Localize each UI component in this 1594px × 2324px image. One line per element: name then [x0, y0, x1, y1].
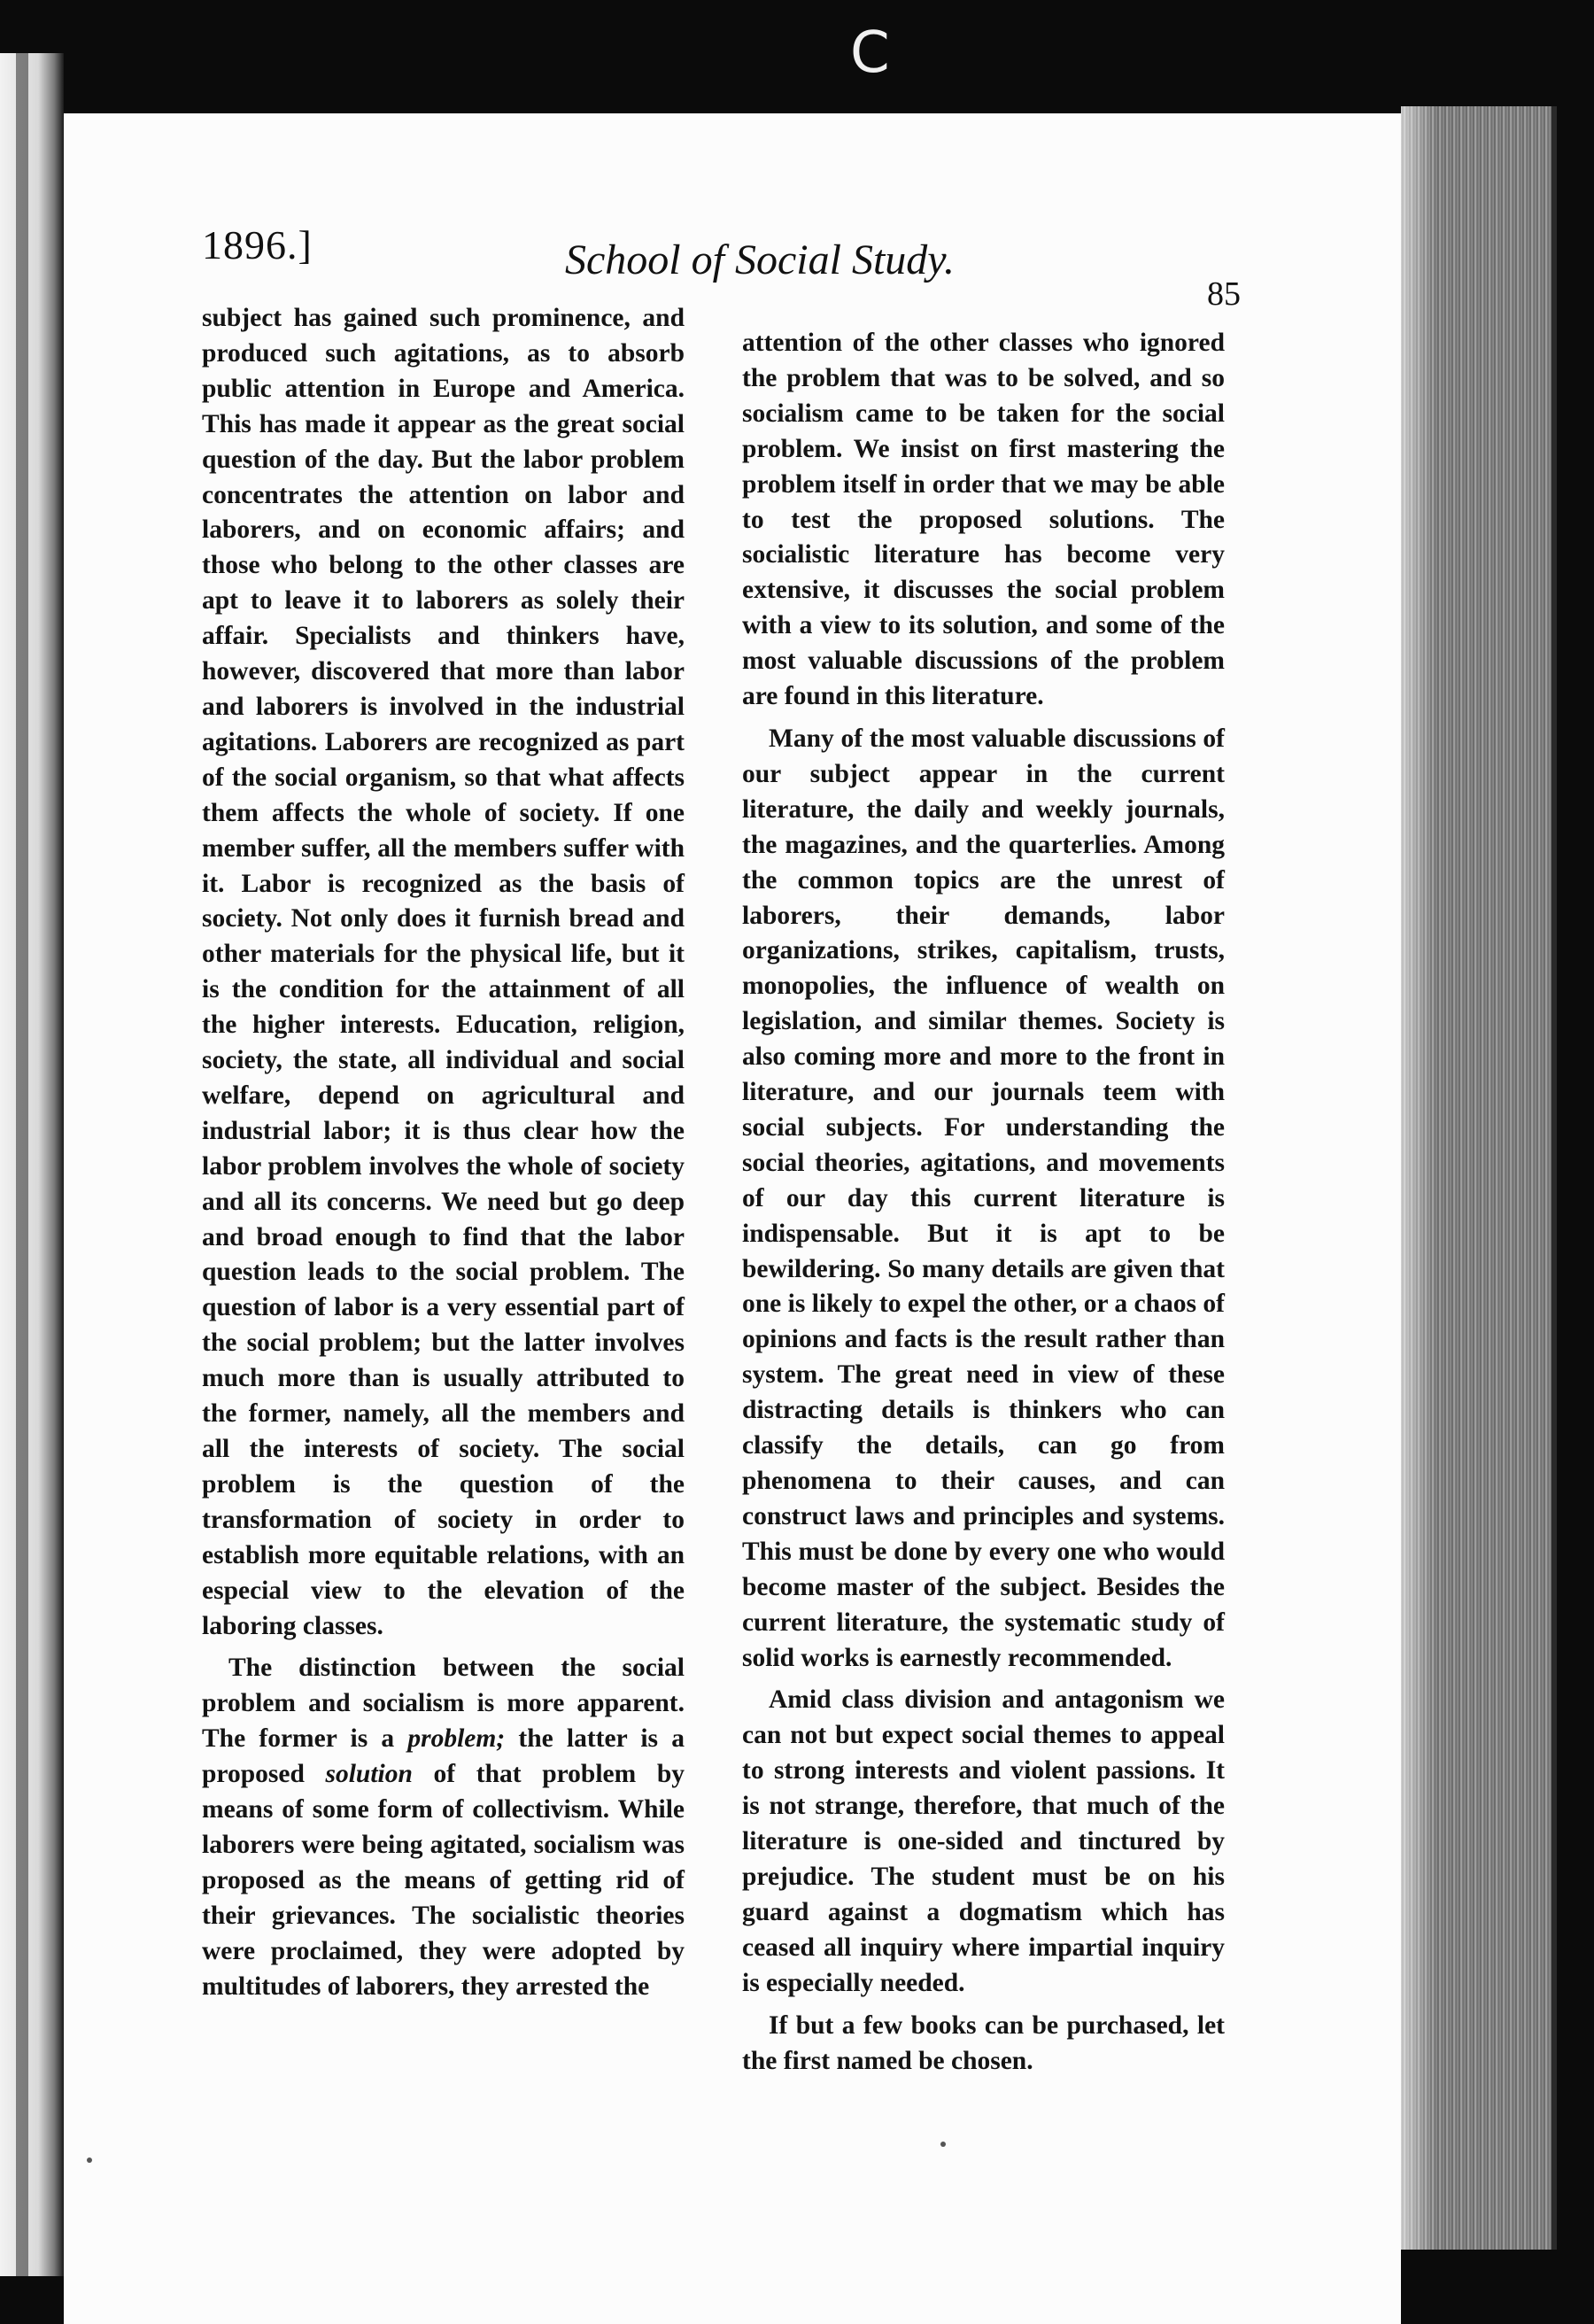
page-block-edges — [1401, 106, 1557, 2250]
paragraph: attention of the other classes who ignored the problem that was to be solved, and so socialism came to be taken for the social problem. We insist on first mastering the problem itself in order that we may be able to test the proposed solutions. The socialistic literature has become very extensive, it discusses the social problem with a view to its solution, and some of the most valuable discussions of the problem are found in this literature. — [742, 329, 1225, 711]
facing-page-edge — [0, 53, 64, 2276]
page-header — [202, 221, 1265, 313]
right-column — [742, 326, 1225, 2079]
header-year: 1896.] — [202, 222, 313, 267]
speck — [940, 2142, 946, 2147]
paragraph: Amid class division and antagonism we can not but expect social themes to appeal to strong interests and violent passions. It is not strange, therefore, that much of the literature is one-sided and tinctured by prejudice. The student must be on his guard against a dogmatism which has ceased all inquiry where impartial inquiry is especially needed. — [742, 1685, 1225, 1997]
italic-run: problem; — [407, 1724, 506, 1754]
paragraph: subject has gained such prominence, and produced such agitations, as to absorb public attention in Europe and America. This has made it appear as the great social question of the day. But the labor problem concentrates the attention on labor and laborers, and on economic affairs; and those who belong to the other classes are apt to leave it to laborers as solely their affair. Specialists and thinkers have, however, discovered that more than labor and laborers is involved in the industrial agitations. Laborers are recognized as part of the social organism, so that what affects them affects the whole of society. If one member suffer, all the members suffer with it. Labor is recognized as the basis of society. Not only does it furnish bread and other materials for the physical life, but it is the condition for the attainment of all the higher interests. Education, religion, society, the state, all individual and social welfare, depend on agricultural and industrial labor; it is thus clear how the labor problem involves the whole of society and all its concerns. We need but go deep and broad enough to find that the labor question leads to the social problem. The question of labor is a very essential part of the social problem; but the latter involves much more than is usually attributed to the former, namely, all the members and all the interests of society. The social problem is the question of the transformation of society in order to establish more equitable relations, with an especial view to the elevation of the laboring classes. — [202, 304, 685, 1640]
speck — [87, 2157, 92, 2163]
left-column — [202, 301, 685, 2005]
paragraph — [202, 1651, 685, 2004]
italic-run: solution — [325, 1760, 413, 1789]
page-number: 85 — [1207, 275, 1241, 313]
text-run: The distinction between the social problem and socialism is more apparent. The former is a — [202, 1654, 685, 1754]
paragraph: Many of the most valuable discussions of our subject appear in the current literature, the daily and weekly journals, the magazines, and the quarterlies. Among the common topics are the unrest of laborers, their demands, labor organizations, strikes, capitalism, trusts, monopolies, the influence of wealth on legislation, and similar themes. Society is also coming more and more to the front in literature, and our journals teem with social subjects. For understanding the social theories, agitations, and movements of our day this current literature is indispensable. But it is apt to be bewildering. So many details are given that one is likely to expel the other, or a chaos of opinions and facts is the result rather than system. The great need in view of these distracting details is thinkers who can classify the details, can go from phenomena to their causes, and can construct laws and principles and systems. This must be done by every one who would become master of the subject. Besides the current literature, the systematic study of solid works is earnestly recommended. — [742, 724, 1225, 1672]
text-run: of that problem by means of some form of collectivism. While laborers were being agitated, socialism was proposed as the means of getting rid of their grievances. The socialistic theories were proclaimed, they were adopted by multitudes of laborers, they arrested the — [202, 1760, 685, 2001]
running-title: School of Social Study. — [565, 236, 955, 283]
paragraph: If but a few books can be purchased, let the first named be chosen. — [742, 2010, 1225, 2075]
pencil-mark: C — [850, 20, 890, 86]
text-run: the latter is a proposed — [202, 1724, 685, 1789]
